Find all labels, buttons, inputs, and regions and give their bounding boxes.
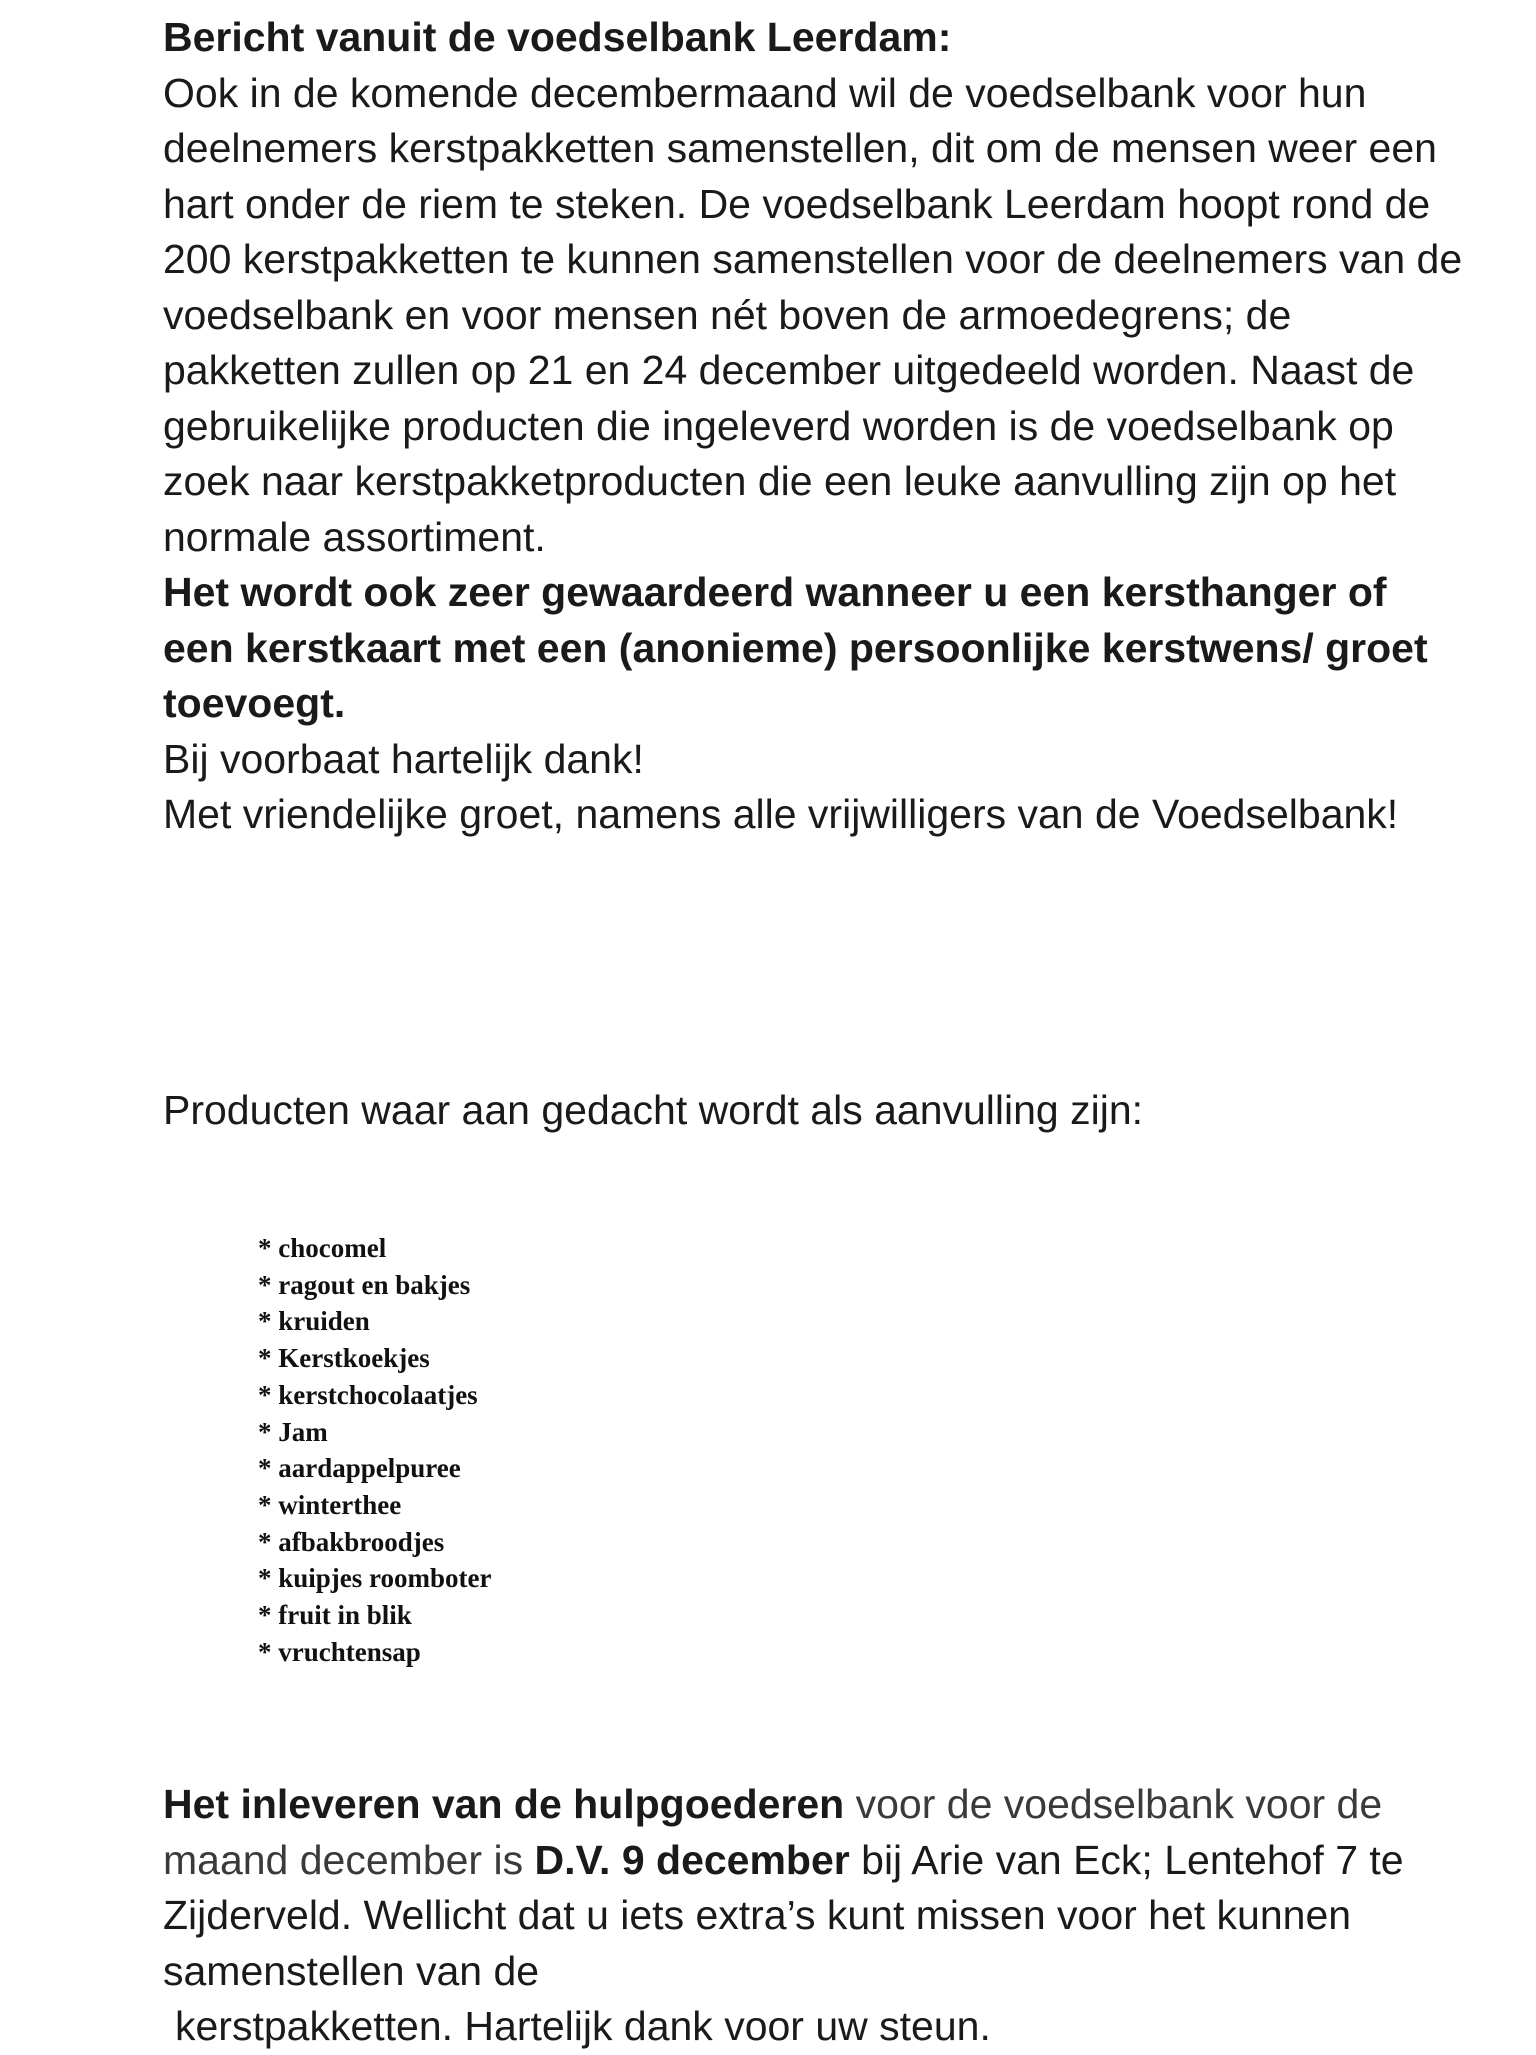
list-item: * kruiden <box>258 1303 492 1340</box>
product-list-intro: Producten waar aan gedacht wordt als aanvulling zijn: <box>163 1087 1144 1133</box>
announcement-highlight: Het wordt ook zeer gewaardeerd wanneer u een kersthanger of een kerstkaart met een (anonieme) persoonlijke kerstwens/ groet toevoegt. <box>163 569 1428 726</box>
product-list <box>258 1230 492 1670</box>
announcement-body: Ook in de komende decembermaand wil de voedselbank voor hun deelnemers kerstpakketten samenstellen, dit om de mensen weer een hart onder de riem te steken. De voedselbank Leerdam hoopt rond de 200 kerstpakketten te kunnen samenstellen voor de deelnemers van de voedselbank en voor mensen nét boven de armoedegrens; de pakketten zullen op 21 en 24 december uitgedeeld worden. Naast de gebruikelijke producten die ingeleverd worden is de voedselbank op zoek naar kerstpakketproducten die een leuke aanvulling zijn op het normale assortiment. <box>163 69 1463 560</box>
list-item: * aardappelpuree <box>258 1450 492 1487</box>
list-item: * Jam <box>258 1414 492 1451</box>
list-item: * fruit in blik <box>258 1597 492 1634</box>
delivery-address-text: bij Arie van Eck; Lentehof 7 te Zijderveld. Wellicht dat u iets extra’s kunt missen voor het kunnen samenstellen van de <box>163 1836 1404 1994</box>
thanks-line: Bij voorbaat hartelijk dank! <box>163 735 644 782</box>
list-item: * ragout en bakjes <box>258 1267 492 1304</box>
announcement <box>163 10 1463 843</box>
list-item: * winterthee <box>258 1487 492 1524</box>
closing-line: Met vriendelijke groet, namens alle vrijwilligers van de Voedselbank! <box>163 791 1399 837</box>
delivery-paragraph <box>163 1777 1463 1999</box>
list-item: * kuipjes roomboter <box>258 1560 492 1597</box>
delivery-text: voor de voedselbank voor de maand december is <box>163 1781 1383 1883</box>
announcement-title: Bericht vanuit de voedselbank Leerdam: <box>163 14 952 60</box>
delivery-thanks: kerstpakketten. Hartelijk dank voor uw steun. <box>175 2003 991 2049</box>
list-item: * afbakbroodjes <box>258 1524 492 1561</box>
delivery-bold-lead: Het inleveren van de hulpgoederen <box>163 1781 845 1827</box>
list-item: * Kerstkoekjes <box>258 1340 492 1377</box>
delivery-date: D.V. 9 december <box>534 1836 850 1883</box>
list-item: * vruchtensap <box>258 1634 492 1671</box>
list-item: * kerstchocolaatjes <box>258 1377 492 1414</box>
delivery-notice <box>163 1777 1463 2055</box>
list-item: * chocomel <box>258 1230 492 1267</box>
